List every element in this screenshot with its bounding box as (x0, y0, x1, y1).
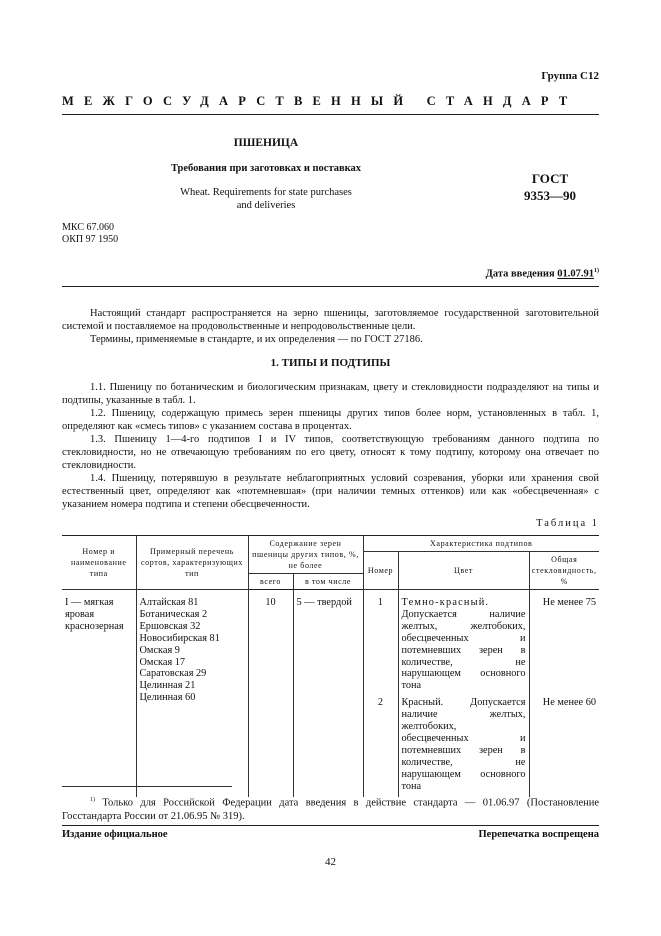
clause-1-3: 1.3. Пшеницу 1—4-го подтипов I и IV типов, соответствующую требованиям данного подтипа по стекловидности, но не отвечающую требованиям по его цвету, относят к тому подтипу, которому она отвечает по стекловидности. (62, 434, 599, 472)
reprint-notice: Перепечатка воспрещена (478, 829, 599, 840)
header-number: Номер (363, 552, 398, 590)
date-rule (62, 286, 599, 287)
standard-type-heading: МЕЖГОСУДАРСТВЕННЫЙ СТАНДАРТ (62, 94, 578, 108)
cell-sorts (136, 590, 248, 797)
sort-item: Новосибирская 81 (139, 632, 220, 644)
cell-total (248, 590, 293, 797)
table-caption: Таблица 1 (536, 518, 599, 529)
footnote-text: Только для Российской Федерации дата введения в действие стандарта — 01.06.97 (Постановление Госстандарта России от 21.06.95 № 319). (62, 797, 600, 822)
section-heading: 1. ТИПЫ И ПОДТИПЫ (270, 357, 391, 369)
group-code: Группа С12 (541, 70, 599, 82)
clause-1-2: 1.2. Пшеницу, содержащую примесь зерен пшеницы других типов более норм, установленных в табл. 1, определяют как «смесь типов» с указанием состава в процентах. (62, 408, 599, 433)
english-title-line2: and deliveries (236, 200, 296, 211)
subtype-number: 2 (377, 697, 384, 709)
cell-subtype-glassiness (529, 590, 599, 693)
edition-label: Издание официальное (62, 829, 168, 840)
subtype-color-rest: Допускается наличие желтых, желтобоких, обесцвеченных и потемневших зерен в количестве, не нарушающем основного тона (401, 608, 526, 692)
footnote-rule (62, 786, 232, 787)
cell-subtype-color (398, 692, 529, 796)
sort-item: Целинная 60 (139, 692, 196, 704)
footer-rule (62, 825, 599, 826)
type-name: I — мягкая яровая краснозерная (65, 597, 124, 632)
clause-1-4: 1.4. Пшеницу, потерявшую в результате неблагоприятных условий созревания, уборки или хранения свой естественный цвет, определяют как «потемневшая» (при наличии темных оттенков) или как «обесцвеченная» с указанием номера подтипа и степени обесцвеченности. (62, 473, 599, 511)
mks-code: МКС 67.060 (62, 222, 114, 233)
footnote-mark: 1) (90, 797, 95, 803)
okp-code: ОКП 97 1950 (62, 234, 119, 245)
english-title-line1: Wheat. Requirements for state purchases (180, 187, 352, 198)
footnote (62, 794, 599, 823)
classification-codes (62, 222, 118, 246)
cell-subtype-number (363, 590, 398, 693)
cell-subtype-color (398, 590, 529, 693)
intro-paragraph-1: Настоящий стандарт распространяется на зерно пшеницы, заготовляемое государственной заготовительной системой и поставляемое на продовольственные и непродовольственные цели. (62, 308, 599, 333)
gost-number: 9353—90 (524, 188, 576, 203)
including-value: 5 — твердой (296, 597, 352, 608)
header-content: Содержание зерен пшеницы других типов, %, не более (248, 536, 363, 574)
subtype-glassiness: Не менее 60 (542, 697, 596, 709)
sort-item: Ершовская 32 (139, 620, 201, 632)
sort-item: Алтайская 81 (139, 597, 199, 608)
header-including: в том числе (293, 574, 363, 590)
subtype-number: 1 (377, 597, 384, 608)
header-sorts: Примерный перечень сортов, характеризующих тип (136, 536, 248, 590)
sort-item: Целинная 21 (139, 680, 196, 692)
gost-label: ГОСТ (531, 171, 569, 186)
english-title (160, 186, 372, 212)
date-footnote-mark: 1) (594, 268, 599, 274)
date-label: Дата введения (485, 268, 555, 280)
header-type: Номер и наименование типа (62, 536, 136, 590)
intro-paragraph-2: Термины, применяемые в стандарте, и их определения — по ГОСТ 27186. (90, 334, 423, 345)
document-subtitle: Требования при заготовках и поставках (170, 163, 362, 174)
cell-including (293, 590, 363, 797)
subtype-glassiness: Не менее 75 (542, 597, 596, 608)
sort-item: Саратовская 29 (139, 668, 207, 680)
introduction-date (486, 268, 599, 280)
cell-subtype-glassiness (529, 692, 599, 796)
gost-designation (500, 170, 600, 204)
sort-item: Ботаническая 2 (139, 608, 208, 620)
subtype-color-head: Красный. (401, 697, 444, 709)
sort-item: Омская 17 (139, 656, 186, 668)
wheat-types-table (62, 535, 599, 797)
total-value: 10 (265, 597, 276, 608)
subtype-color-rest: Допускается наличие желтых, желтобоких, обесцвеченных и потемневших зерен в количестве, не нарушающем основного тона (401, 697, 526, 792)
clause-1-1: 1.1. Пшеницу по ботаническим и биологическим признакам, цвету и стекловидности подразделяют на типы и подтипы, указанные в табл. 1. (62, 382, 599, 407)
cell-subtype-number (363, 692, 398, 796)
header-rule (62, 114, 599, 115)
header-color: Цвет (398, 552, 529, 590)
document-title: ПШЕНИЦА (233, 137, 299, 149)
header-total: всего (248, 574, 293, 590)
page-number: 42 (325, 856, 336, 868)
cell-type-name (62, 590, 136, 797)
sort-item: Омская 9 (139, 644, 180, 656)
date-value: 01.07.91 (557, 268, 594, 280)
header-subtypes: Характеристика подтипов (363, 536, 599, 552)
subtype-color-head: Темно-красный. (401, 597, 490, 608)
header-glassiness: Общая стекловидность, % (529, 552, 599, 590)
